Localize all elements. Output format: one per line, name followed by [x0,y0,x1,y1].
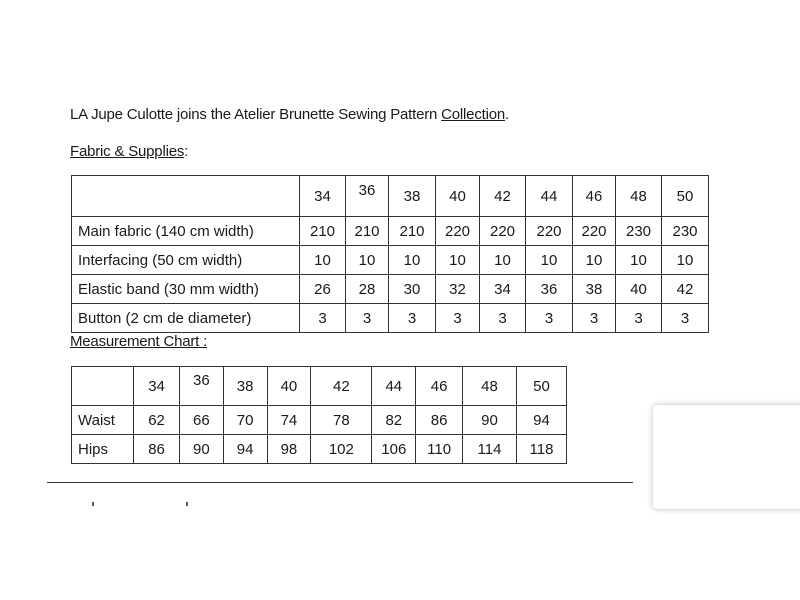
table-cell: 10 [436,246,480,275]
table-cell: 98 [267,435,311,464]
table-cell: 34 [480,275,526,304]
table-cell: 118 [517,435,567,464]
fabric-size-header-label: 36 [358,181,376,199]
table-cell: 10 [573,246,616,275]
fabric-size-header: 42 [480,176,526,217]
fabric-size-header: 38 [389,176,436,217]
table-cell: 3 [573,304,616,333]
table-cell: 82 [372,406,416,435]
table-cell: 86 [134,435,180,464]
overlay-card[interactable] [652,404,800,510]
row-label: Interfacing (50 cm width) [72,246,300,275]
table-cell: 10 [526,246,573,275]
measure-size-header-row [72,367,567,406]
table-cell: 3 [300,304,346,333]
fabric-heading-text: Fabric & Supplies [70,143,185,160]
table-row [72,406,567,435]
measure-size-header: 38 [223,367,267,406]
table-cell: 30 [389,275,436,304]
measurement-chart-table [71,366,567,464]
table-cell: 26 [300,275,346,304]
measure-size-header: 46 [416,367,463,406]
measurement-chart-heading: Measurement Chart : [70,333,208,350]
table-cell: 38 [573,275,616,304]
table-cell: 230 [662,217,709,246]
row-label: Main fabric (140 cm width) [72,217,300,246]
table-cell: 210 [300,217,346,246]
table-cell: 3 [526,304,573,333]
table-cell: 3 [389,304,436,333]
table-cell: 70 [223,406,267,435]
collection-link[interactable]: Collection [441,106,506,123]
table-row [72,275,709,304]
measure-size-header: 48 [463,367,517,406]
table-cell: 220 [436,217,480,246]
table-cell: 90 [463,406,517,435]
fabric-size-header: 48 [616,176,662,217]
table-row [72,435,567,464]
measure-size-header [179,367,223,406]
table-cell: 10 [480,246,526,275]
clipped-text-fragment [70,498,210,508]
table-cell: 3 [436,304,480,333]
row-label: Button (2 cm de diameter) [72,304,300,333]
table-cell: 220 [526,217,573,246]
fabric-size-header: 34 [300,176,346,217]
table-cell: 40 [616,275,662,304]
intro-period: . [505,106,509,123]
fabric-header-blank [72,176,300,217]
row-label: Waist [72,406,134,435]
table-cell: 10 [346,246,389,275]
table-cell: 10 [300,246,346,275]
table-cell: 90 [179,435,223,464]
table-row [72,246,709,275]
text-fragment-mark [92,502,94,506]
table-cell: 3 [616,304,662,333]
table-cell: 106 [372,435,416,464]
table-cell: 86 [416,406,463,435]
fabric-supplies-table [71,175,709,333]
measure-size-header: 50 [517,367,567,406]
measure-size-header: 44 [372,367,416,406]
table-cell: 36 [526,275,573,304]
fabric-size-header: 50 [662,176,709,217]
table-cell: 3 [480,304,526,333]
fabric-size-header [346,176,389,217]
intro-sentence: LA Jupe Culotte joins the Atelier Brunette Sewing Pattern [70,106,442,123]
measure-size-header: 34 [134,367,180,406]
table-cell: 230 [616,217,662,246]
table-cell: 210 [346,217,389,246]
table-cell: 210 [389,217,436,246]
measure-size-header-label: 36 [193,371,210,389]
table-cell: 220 [573,217,616,246]
fabric-size-header-row [72,176,709,217]
row-label: Elastic band (30 mm width) [72,275,300,304]
table-row [72,304,709,333]
table-cell: 62 [134,406,180,435]
fabric-heading-colon: : [184,143,189,160]
table-cell: 102 [311,435,372,464]
intro-text [70,106,509,123]
table-cell: 74 [267,406,311,435]
fabric-size-header: 40 [436,176,480,217]
row-label: Hips [72,435,134,464]
table-cell: 3 [662,304,709,333]
table-cell: 94 [223,435,267,464]
fabric-supplies-heading [70,143,188,160]
table-cell: 110 [416,435,463,464]
measure-header-blank [72,367,134,406]
table-cell: 10 [662,246,709,275]
table-cell: 114 [463,435,517,464]
table-cell: 10 [616,246,662,275]
text-fragment-mark [186,502,188,506]
measure-size-header: 40 [267,367,311,406]
table-cell: 94 [517,406,567,435]
table-cell: 3 [346,304,389,333]
table-cell: 220 [480,217,526,246]
table-cell: 66 [179,406,223,435]
horizontal-divider [47,482,633,483]
table-cell: 42 [662,275,709,304]
table-cell: 32 [436,275,480,304]
table-cell: 78 [311,406,372,435]
fabric-size-header: 44 [526,176,573,217]
table-row [72,217,709,246]
table-cell: 28 [346,275,389,304]
table-cell: 10 [389,246,436,275]
fabric-size-header: 46 [573,176,616,217]
measure-size-header: 42 [311,367,372,406]
